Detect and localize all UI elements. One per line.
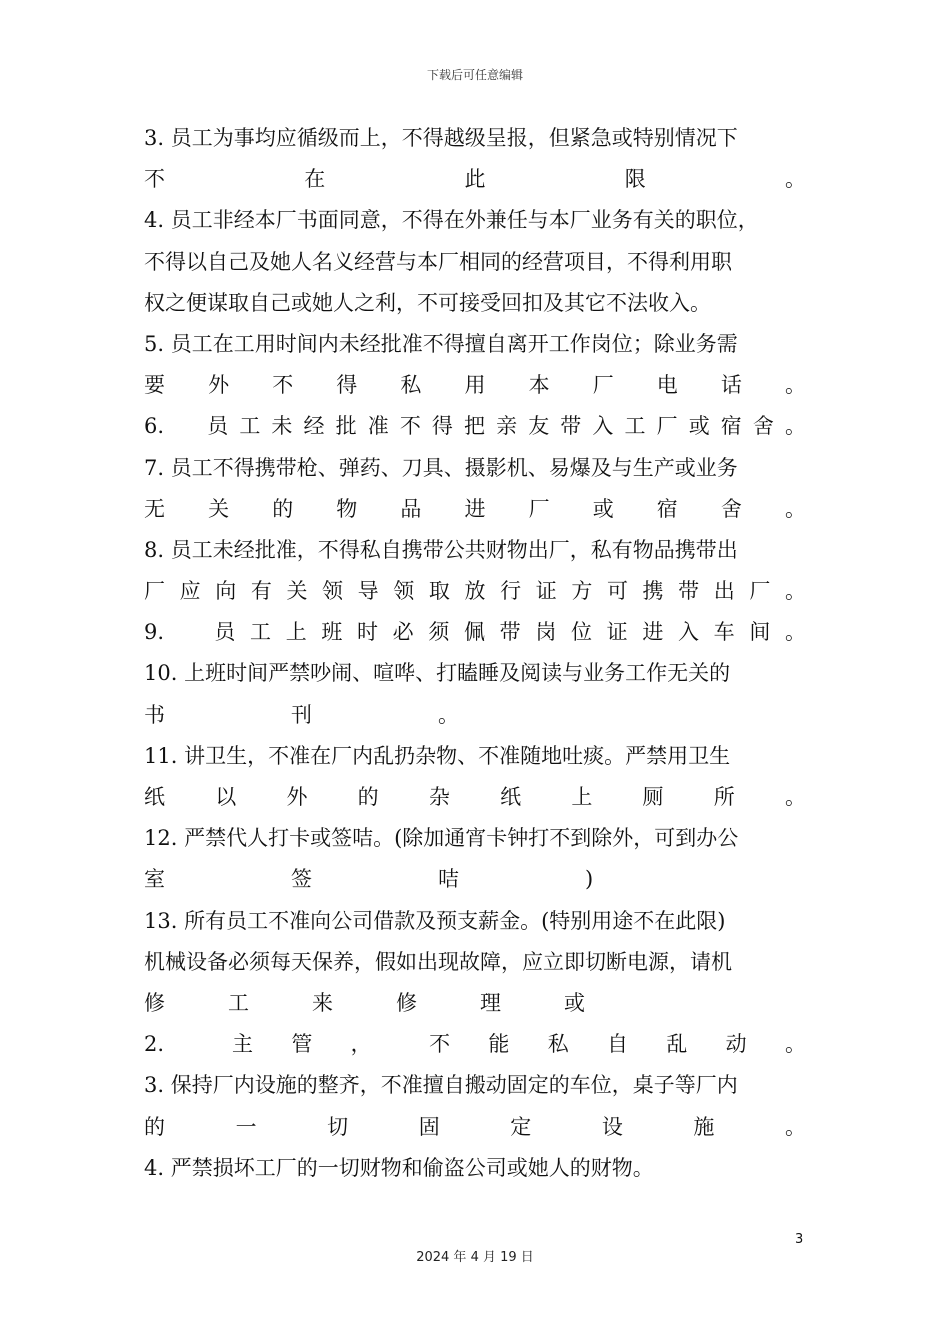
text-line: 13. 所有员工不准向公司借款及预支薪金。(特别用途不在此限) bbox=[144, 908, 726, 933]
text-line: 7. 员工不得携带枪、弹药、刀具、摄影机、易爆及与生产或业务 bbox=[144, 455, 738, 480]
page-header: 下载后可任意编辑 bbox=[426, 68, 523, 82]
text-line: 4. 严禁损坏工厂的一切财物和偷盗公司或她人的财物。 bbox=[144, 1155, 654, 1180]
text-line: 不得以自己及她人名义经营与本厂相同的经营项目，不得利用职 bbox=[144, 249, 732, 274]
text-line: 4. 员工非经本厂书面同意，不得在外兼任与本厂业务有关的职位， bbox=[144, 208, 759, 233]
text-line: 修 工 来 修 理 或 bbox=[144, 990, 585, 1015]
text-line: 不 在 此 限 。 bbox=[144, 167, 806, 192]
text-line: 8. 员工未经批准，不得私自携带公共财物出厂，私有物品携带出 bbox=[144, 537, 738, 562]
text-line: 10. 上班时间严禁吵闹、喧哗、打瞌睡及阅读与业务工作无关的 bbox=[144, 661, 731, 686]
text-line: 11. 讲卫生，不准在厂内乱扔杂物、不准随地吐痰。严禁用卫生 bbox=[144, 743, 731, 768]
text-line: 9. 员工上班时必须佩带岗位证进入车间。 bbox=[144, 620, 806, 645]
text-line: 室 签 咭 ) bbox=[144, 867, 594, 892]
text-line: 的 一 切 固 定 设 施 。 bbox=[144, 1114, 806, 1139]
document-body bbox=[144, 118, 806, 1189]
text-line: 机械设备必须每天保养，假如出现故障，应立即切断电源，请机 bbox=[144, 949, 732, 974]
text-line: 12. 严禁代人打卡或签咭。(除加通宵卡钟打不到除外，可到办公 bbox=[144, 826, 739, 851]
page-footer-date: 2024 年 4 月 19 日 bbox=[416, 1250, 534, 1265]
text-line: 书 刊 。 bbox=[144, 702, 459, 727]
text-line: 6. 员工未经批准不得把亲友带入工厂或宿舍。 bbox=[144, 414, 806, 439]
text-line: 纸 以 外 的 杂 纸 上 厕 所 。 bbox=[144, 785, 806, 809]
text-line: 权之便谋取自己或她人之利，不可接受回扣及其它不法收入。 bbox=[144, 290, 711, 315]
text-line: 5. 员工在工用时间内未经批准不得擅自离开工作岗位；除业务需 bbox=[144, 331, 738, 356]
text-line: 厂应向有关领导领取放行证方可携带出厂。 bbox=[144, 579, 806, 604]
text-line: 3. 员工为事均应循级而上，不得越级呈报，但紧急或特别情况下 bbox=[144, 126, 738, 150]
text-line: 要 外 不 得 私 用 本 厂 电 话 。 bbox=[144, 373, 806, 398]
text-line: 无 关 的 物 品 进 厂 或 宿 舍 。 bbox=[144, 496, 806, 521]
text-line: 3. 保持厂内设施的整齐，不准擅自搬动固定的车位，桌子等厂内 bbox=[144, 1073, 738, 1098]
text-line: 2. 主 管 ， 不 能 私 自 乱 动 。 bbox=[144, 1032, 806, 1057]
page-number: 3 bbox=[795, 1232, 804, 1247]
